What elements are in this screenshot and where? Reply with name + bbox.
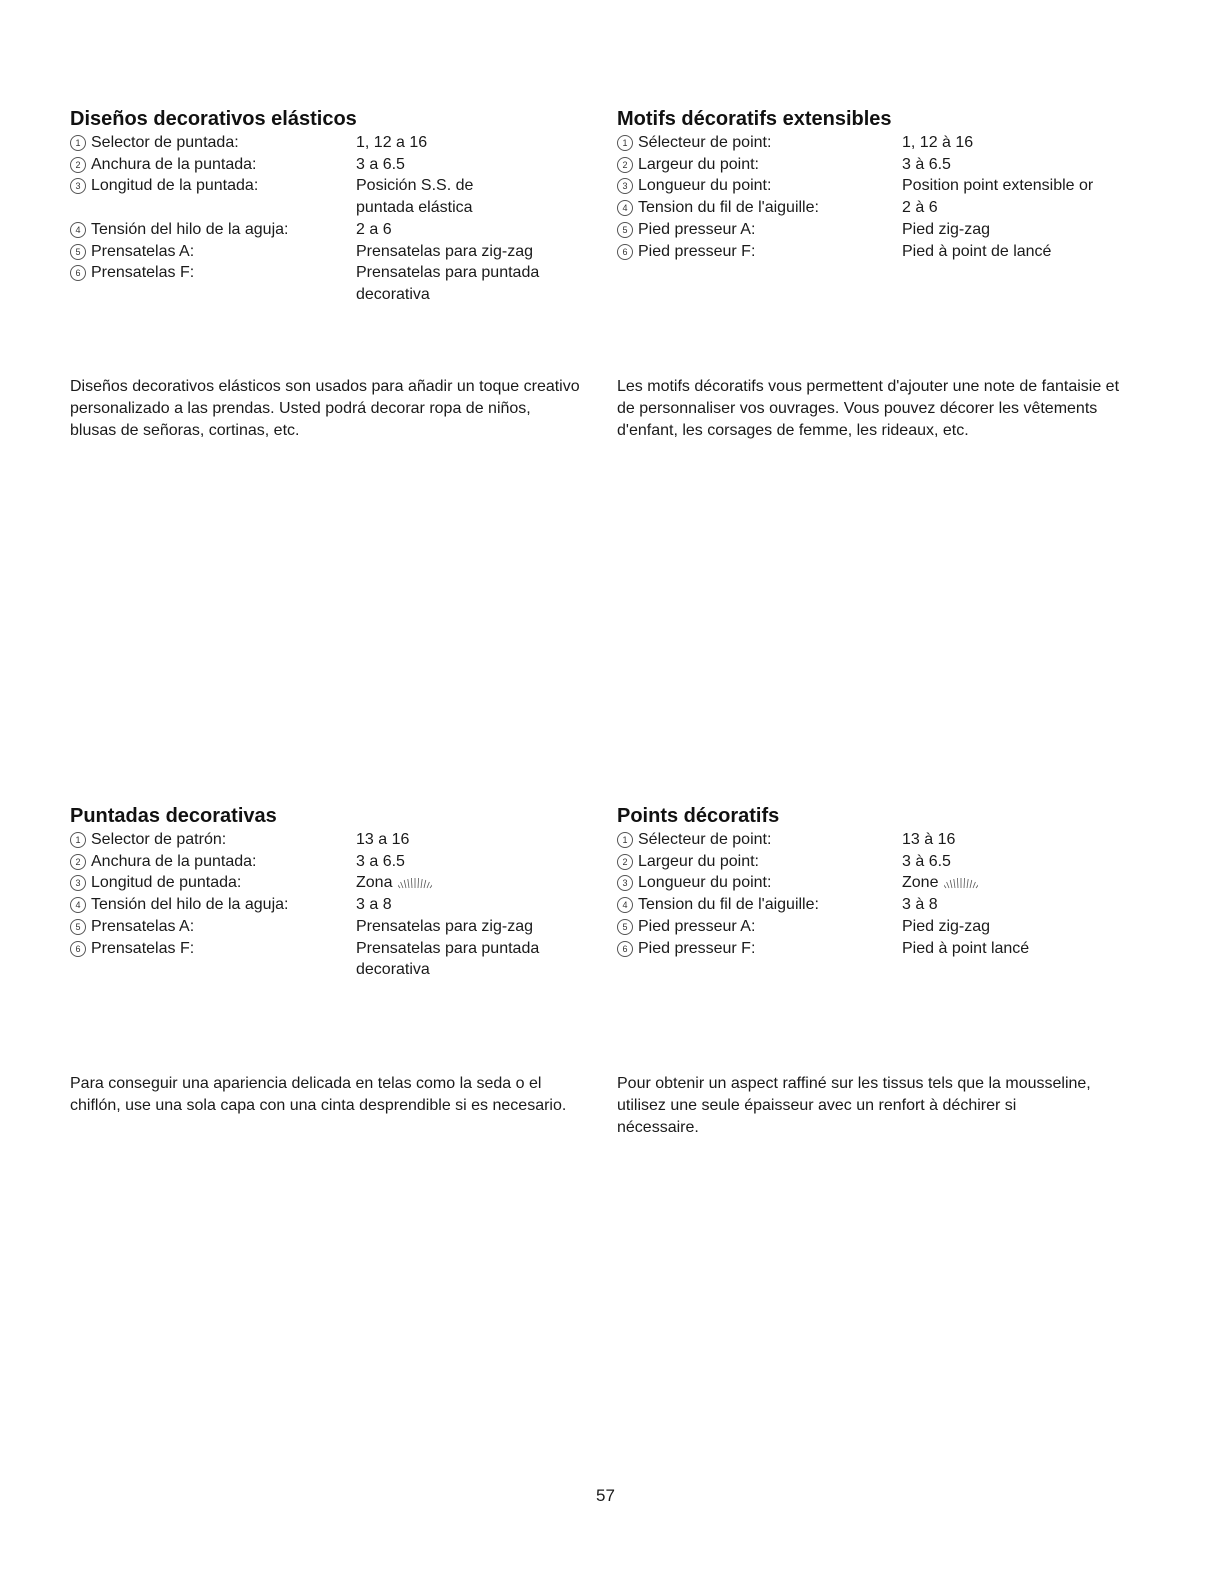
setting-value: 3 a 8 xyxy=(356,896,392,914)
setting-label: Tensión del hilo de la aguja: xyxy=(91,220,289,238)
setting-value: Position point extensible or xyxy=(902,177,1094,195)
circled-number-icon: 5 xyxy=(70,244,86,260)
setting-value-cell xyxy=(902,938,1029,960)
setting-label-cell xyxy=(70,262,356,305)
setting-value-cell xyxy=(356,241,533,263)
circled-number-icon: 4 xyxy=(617,200,633,216)
setting-value-cell xyxy=(356,829,409,851)
page-number: 57 xyxy=(596,1486,615,1505)
circled-number-icon: 2 xyxy=(70,854,86,870)
circled-number-icon: 3 xyxy=(617,178,633,194)
circled-number-icon: 5 xyxy=(70,919,86,935)
setting-label-cell xyxy=(617,132,902,154)
setting-label-cell xyxy=(617,197,902,219)
setting-row xyxy=(70,154,590,176)
setting-label-cell xyxy=(617,916,902,938)
setting-label: Pied presseur F: xyxy=(638,242,756,260)
setting-value: 13 a 16 xyxy=(356,831,410,848)
setting-row xyxy=(617,894,1137,916)
setting-row xyxy=(617,197,1137,219)
setting-row xyxy=(70,872,590,894)
setting-value-cell xyxy=(356,219,392,241)
setting-label-cell xyxy=(70,219,356,241)
setting-value: 3 à 6.5 xyxy=(902,155,951,173)
setting-label-cell xyxy=(617,241,902,263)
setting-row xyxy=(617,219,1137,241)
circled-number-icon: 1 xyxy=(70,135,86,151)
setting-label: Pied presseur F: xyxy=(638,939,756,957)
setting-value: Posición S.S. de puntada elástica xyxy=(356,177,474,217)
setting-row xyxy=(617,132,1137,154)
section-title: Motifs décoratifs extensibles xyxy=(617,108,892,130)
setting-value: Prensatelas para puntada decorativa xyxy=(356,264,540,303)
setting-label: Longitud de puntada: xyxy=(91,874,242,892)
setting-label-cell xyxy=(70,175,356,218)
circled-number-icon: 6 xyxy=(70,265,86,281)
setting-value: 3 à 6.5 xyxy=(902,852,951,870)
satin-zone-icon xyxy=(398,877,432,889)
settings-list xyxy=(617,829,1137,959)
section-es-deco xyxy=(70,804,590,981)
setting-label-cell xyxy=(70,829,356,851)
setting-row xyxy=(70,132,590,154)
setting-value-cell xyxy=(902,132,973,154)
setting-label-cell xyxy=(70,851,356,873)
setting-value-cell xyxy=(902,241,1051,263)
setting-label-cell xyxy=(617,219,902,241)
setting-label: Sélecteur de point: xyxy=(638,831,772,848)
setting-label-cell xyxy=(617,851,902,873)
paragraph-fr-deco: Pour obtenir un aspect raffiné sur les tissus tels que la mousseline, utilisez une seule épaisseur avec un renfort à déchirer si nécessaire. xyxy=(617,1075,1091,1136)
section-fr-deco xyxy=(617,804,1137,959)
setting-value-cell xyxy=(902,851,951,873)
setting-value: 2 a 6 xyxy=(356,220,392,238)
setting-row xyxy=(70,262,590,305)
setting-value: 1, 12 a 16 xyxy=(356,134,428,151)
circled-number-icon: 2 xyxy=(617,157,633,173)
settings-list xyxy=(70,829,590,981)
setting-label-cell xyxy=(70,916,356,938)
circled-number-icon: 4 xyxy=(70,897,86,913)
setting-row xyxy=(70,851,590,873)
settings-list xyxy=(617,132,1137,262)
setting-label: Selector de puntada: xyxy=(91,134,239,151)
setting-label: Prensatelas F: xyxy=(91,939,195,957)
setting-value: 1, 12 à 16 xyxy=(902,134,974,151)
setting-label: Sélecteur de point: xyxy=(638,134,772,151)
setting-value-cell xyxy=(356,262,539,305)
circled-number-icon: 4 xyxy=(617,897,633,913)
setting-label: Longueur du point: xyxy=(638,177,772,195)
setting-value-cell xyxy=(902,894,938,916)
setting-label: Prensatelas F: xyxy=(91,264,195,282)
setting-value: Pied zig-zag xyxy=(902,917,991,935)
setting-label: Largeur du point: xyxy=(638,155,759,173)
setting-label: Largeur du point: xyxy=(638,852,759,870)
setting-label: Longueur du point: xyxy=(638,874,772,892)
setting-row xyxy=(617,916,1137,938)
setting-label: Selector de patrón: xyxy=(91,831,227,848)
setting-value: 3 a 6.5 xyxy=(356,155,405,173)
setting-label-cell xyxy=(70,938,356,981)
setting-label: Tensión del hilo de la aguja: xyxy=(91,896,289,914)
setting-label-cell xyxy=(70,894,356,916)
setting-label-cell xyxy=(617,872,902,894)
setting-row xyxy=(617,872,1137,894)
setting-row xyxy=(70,241,590,263)
setting-row xyxy=(617,829,1137,851)
circled-number-icon: 1 xyxy=(617,135,633,151)
setting-value-cell xyxy=(902,197,938,219)
setting-value: Zona xyxy=(356,874,393,892)
setting-value: Zone xyxy=(902,874,939,892)
satin-zone-icon xyxy=(944,877,978,889)
circled-number-icon: 1 xyxy=(617,832,633,848)
setting-value-cell xyxy=(902,175,1093,197)
setting-value: 3 a 6.5 xyxy=(356,852,405,870)
setting-label: Anchura de la puntada: xyxy=(91,155,257,173)
setting-label-cell xyxy=(617,894,902,916)
setting-value: Prensatelas para zig-zag xyxy=(356,242,533,260)
setting-value: Prensatelas para zig-zag xyxy=(356,917,533,935)
section-fr-elastic xyxy=(617,107,1137,262)
setting-value: Prensatelas para puntada decorativa xyxy=(356,939,540,979)
section-title: Points décoratifs xyxy=(617,805,780,827)
setting-row xyxy=(617,154,1137,176)
setting-label: Prensatelas A: xyxy=(91,917,195,935)
circled-number-icon: 2 xyxy=(70,157,86,173)
setting-label-cell xyxy=(617,175,902,197)
circled-number-icon: 3 xyxy=(70,875,86,891)
setting-value: Pied à point de lancé xyxy=(902,242,1052,260)
setting-row xyxy=(70,938,590,981)
setting-label: Tension du fil de l'aiguille: xyxy=(638,199,819,217)
setting-label-cell xyxy=(617,829,902,851)
section-es-elastic xyxy=(70,107,590,306)
circled-number-icon: 3 xyxy=(70,178,86,194)
setting-value-cell xyxy=(356,851,405,873)
circled-number-icon: 1 xyxy=(70,832,86,848)
setting-label: Prensatelas A: xyxy=(91,242,195,260)
setting-label-cell xyxy=(70,154,356,176)
setting-value-cell xyxy=(356,132,427,154)
paragraph-es-deco: Para conseguir una apariencia delicada en telas como la seda o el chiflón, use una sola capa con una cinta desprendible si es necesario. xyxy=(70,1075,567,1114)
setting-row xyxy=(617,938,1137,960)
setting-value-cell xyxy=(902,154,951,176)
setting-value-cell xyxy=(902,872,978,894)
setting-value-cell xyxy=(356,938,539,981)
setting-label-cell xyxy=(617,154,902,176)
setting-row xyxy=(617,175,1137,197)
section-title: Diseños decorativos elásticos xyxy=(70,108,357,130)
setting-value-cell xyxy=(902,219,990,241)
setting-value-cell xyxy=(356,872,432,894)
paragraph-fr-elastic: Les motifs décoratifs vous permettent d'ajouter une note de fantaisie et de personnaliser vos ouvrages. Vous pouvez décorer les vêtements d'enfant, les corsages de femme, les rideaux, etc. xyxy=(617,378,1120,439)
setting-label-cell xyxy=(70,872,356,894)
circled-number-icon: 4 xyxy=(70,222,86,238)
setting-value: 3 à 8 xyxy=(902,896,938,914)
setting-value: Pied à point lancé xyxy=(902,939,1030,957)
setting-row xyxy=(70,219,590,241)
setting-value: Pied zig-zag xyxy=(902,220,991,238)
setting-label-cell xyxy=(70,241,356,263)
setting-label: Anchura de la puntada: xyxy=(91,852,257,870)
setting-label: Tension du fil de l'aiguille: xyxy=(638,896,819,914)
setting-row xyxy=(70,916,590,938)
setting-label: Longitud de la puntada: xyxy=(91,177,259,195)
paragraph-es-elastic: Diseños decorativos elásticos son usados para añadir un toque creativo personalizado a las prendas. Usted podrá decorar ropa de niños, blusas de señoras, cortinas, etc. xyxy=(70,378,580,439)
section-title: Puntadas decorativas xyxy=(70,805,277,827)
setting-value-cell xyxy=(356,894,392,916)
circled-number-icon: 6 xyxy=(617,244,633,260)
setting-row xyxy=(617,851,1137,873)
setting-label-cell xyxy=(70,132,356,154)
setting-label: Pied presseur A: xyxy=(638,917,756,935)
setting-value-cell xyxy=(356,154,405,176)
setting-value: 13 à 16 xyxy=(902,831,956,848)
setting-row xyxy=(70,829,590,851)
setting-value-cell xyxy=(902,916,990,938)
setting-value-cell xyxy=(356,916,533,938)
setting-value: 2 à 6 xyxy=(902,199,938,217)
setting-value-cell xyxy=(902,829,955,851)
setting-row xyxy=(617,241,1137,263)
settings-list xyxy=(70,132,590,306)
setting-value-cell xyxy=(356,175,473,218)
setting-label-cell xyxy=(617,938,902,960)
circled-number-icon: 6 xyxy=(70,941,86,957)
setting-row xyxy=(70,894,590,916)
circled-number-icon: 5 xyxy=(617,919,633,935)
circled-number-icon: 6 xyxy=(617,941,633,957)
circled-number-icon: 3 xyxy=(617,875,633,891)
circled-number-icon: 5 xyxy=(617,222,633,238)
circled-number-icon: 2 xyxy=(617,854,633,870)
setting-label: Pied presseur A: xyxy=(638,220,756,238)
setting-row xyxy=(70,175,590,218)
